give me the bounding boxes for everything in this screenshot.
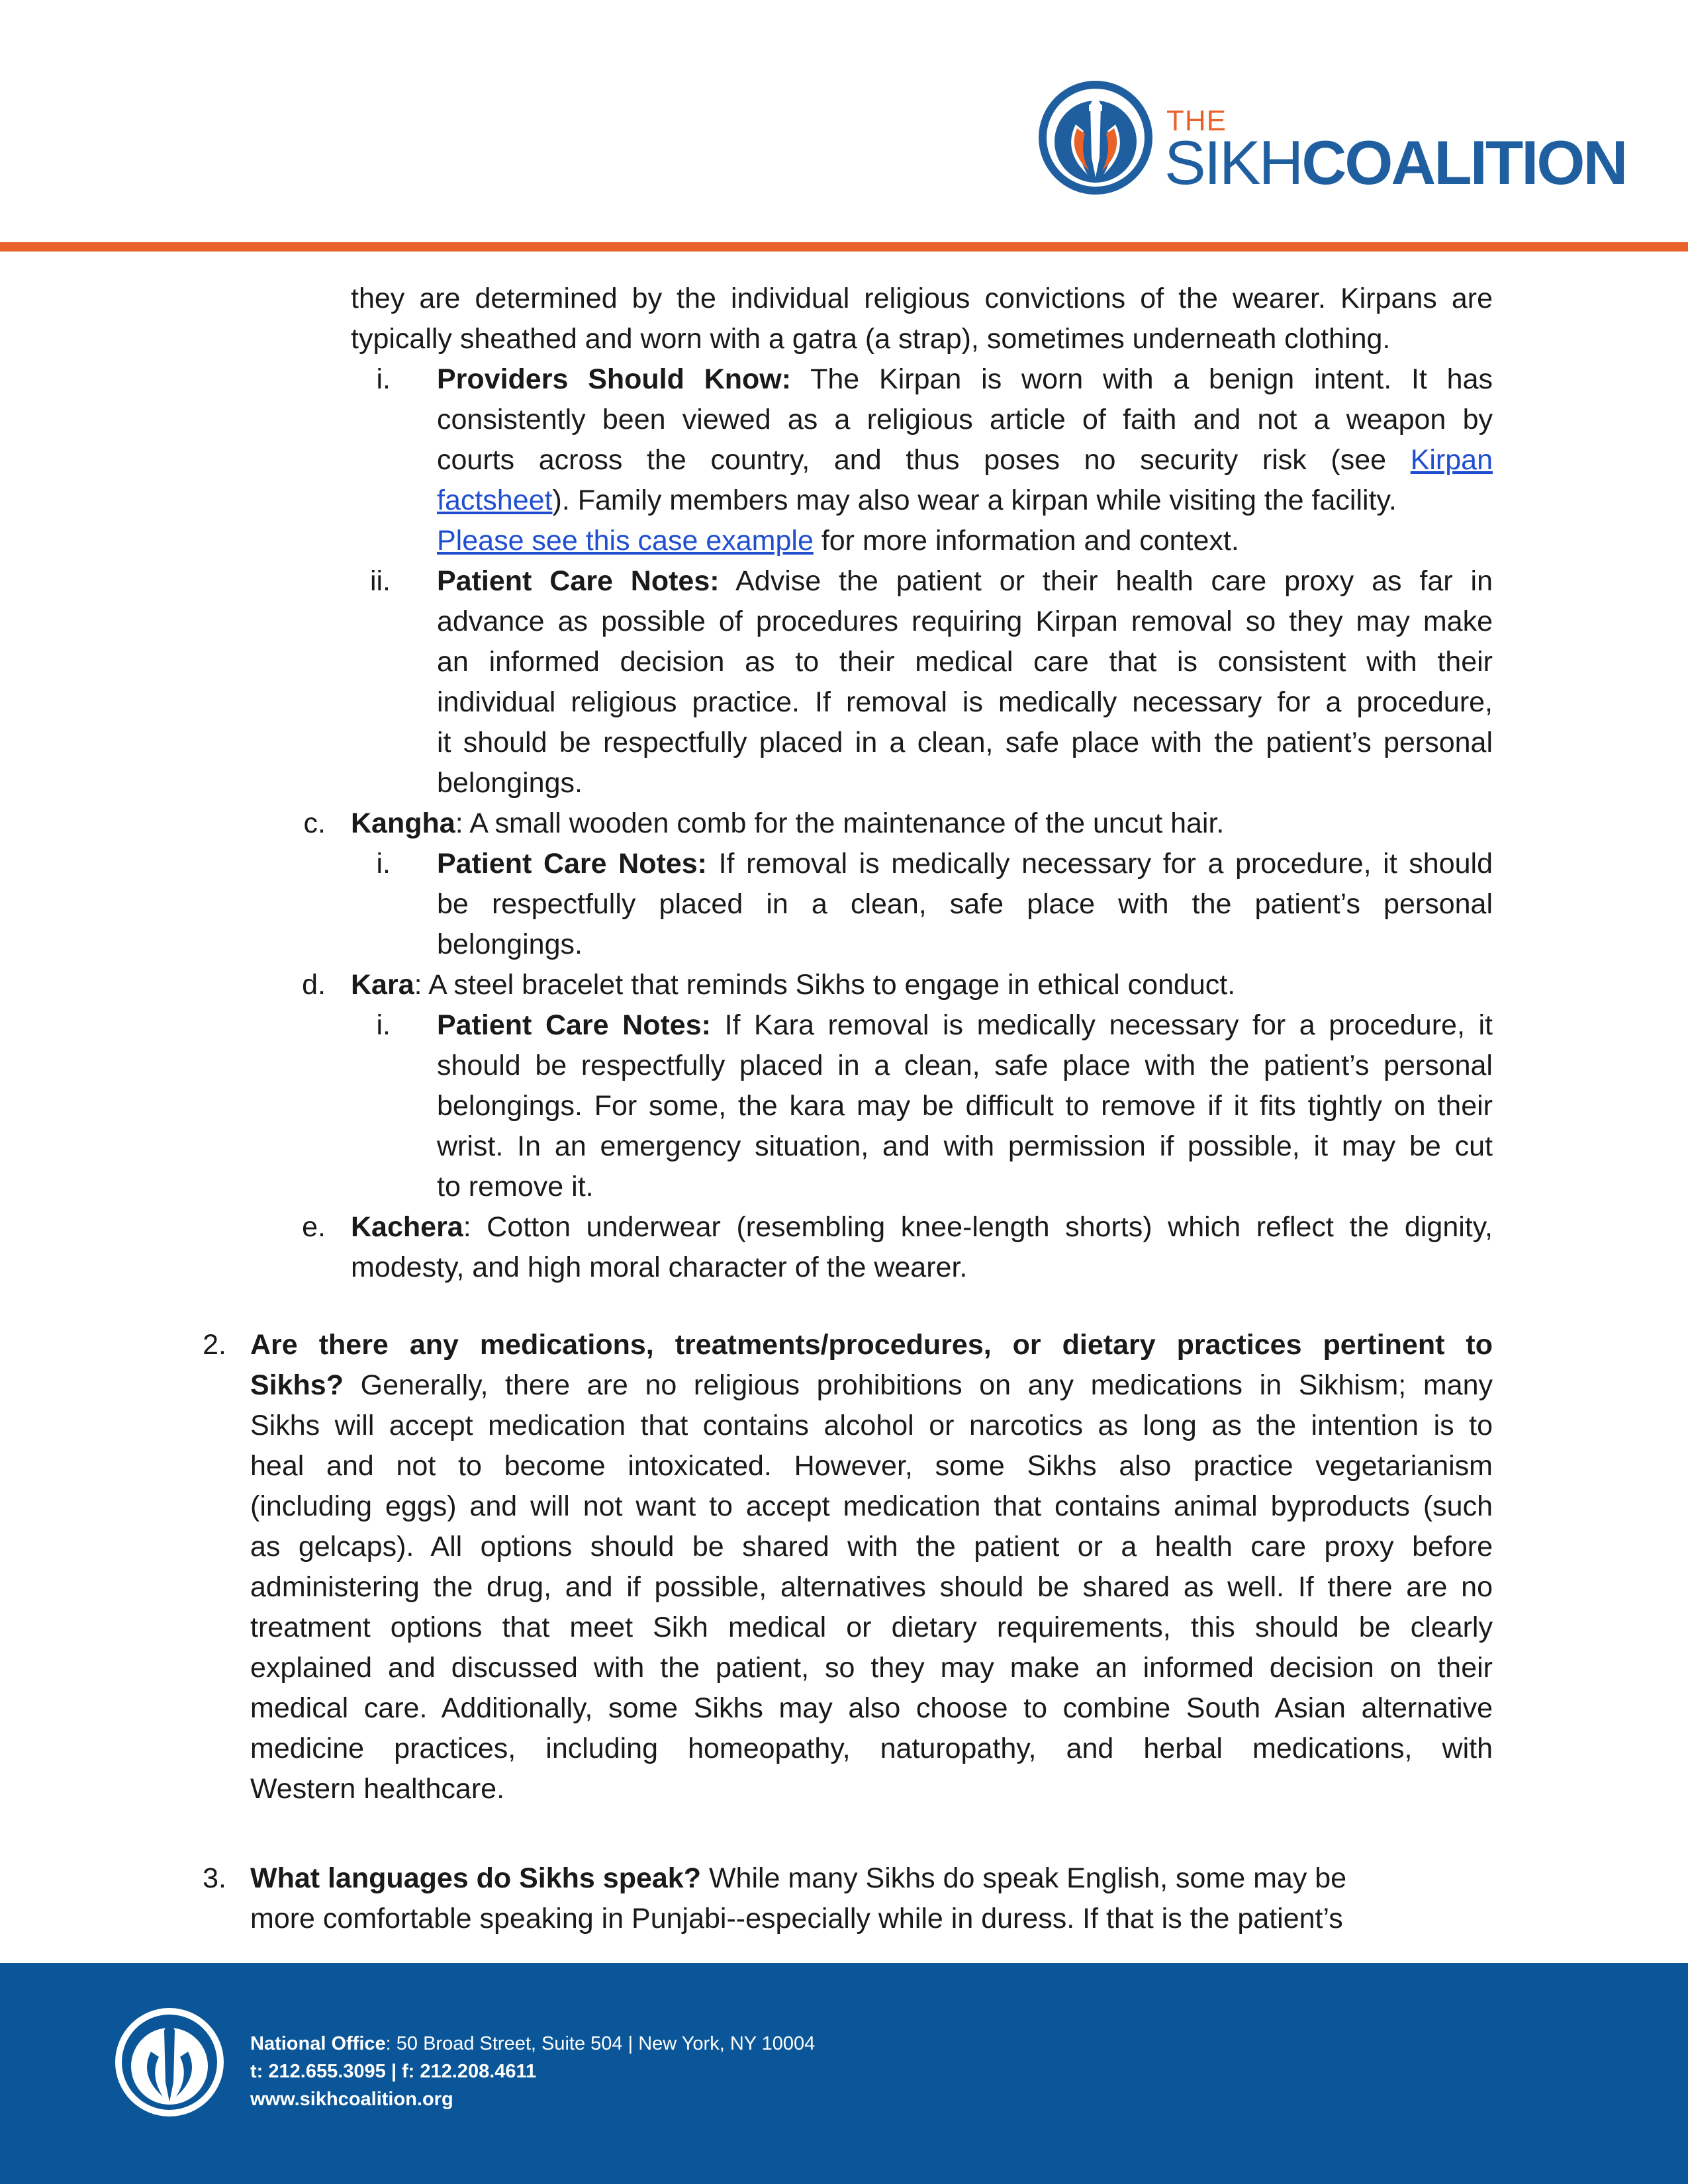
body-line: more comfortable speaking in Punjabi--especially while in duress. If that is the patient’s <box>250 1903 1343 1934</box>
body-line: advance as possible of procedures requiring Kirpan removal so they may make <box>437 606 1493 637</box>
national-office-label: National Office <box>250 2033 386 2054</box>
list-marker: 2. <box>203 1329 226 1361</box>
body-line: Kachera: Cotton underwear (resembling knee-length shorts) which reflect the dignity, <box>351 1211 1493 1243</box>
body-line: medical care. Additionally, some Sikhs may also choose to combine South Asian alternative <box>250 1692 1493 1724</box>
body-line: individual religious practice. If removal is medically necessary for a procedure, <box>437 686 1493 718</box>
list-marker: e. <box>302 1211 326 1243</box>
list-marker: ii. <box>369 565 391 597</box>
body-line: factsheet). Family members may also wear a kirpan while visiting the facility. <box>437 484 1397 516</box>
body-line: Western healthcare. <box>250 1773 505 1805</box>
footer-phone: t: 212.655.3095 | f: 212.208.4611 <box>250 2061 537 2082</box>
case-example-link[interactable]: Please see this case example <box>437 525 814 557</box>
kara-term: Kara <box>351 969 414 1001</box>
body-line: heal and not to become intoxicated. However, some Sikhs also practice vegetarianism <box>250 1450 1493 1482</box>
list-marker: i. <box>376 1009 391 1041</box>
patient-care-notes-label: Patient Care Notes: <box>437 1009 711 1041</box>
logo-sikh-text: SIKH <box>1164 128 1302 197</box>
body-line: wrist. In an emergency situation, and with permission if possible, it may be cut <box>437 1130 1493 1162</box>
list-marker: i. <box>376 363 391 395</box>
list-marker: i. <box>376 848 391 880</box>
body-line: Please see this case example for more information and context. <box>437 525 1239 557</box>
body-line: should be respectfully placed in a clean, safe place with the patient’s personal <box>437 1050 1493 1081</box>
body-line: modesty, and high moral character of the wearer. <box>351 1251 968 1283</box>
body-line: belongings. For some, the kara may be difficult to remove if it fits tightly on their <box>437 1090 1493 1122</box>
question-title: What languages do Sikhs speak? While many Sikhs do speak English, some may be <box>250 1862 1347 1894</box>
body-line: administering the drug, and if possible, alternatives should be shared as well. If there are no <box>250 1571 1493 1603</box>
providers-should-know-label: Providers Should Know: <box>437 363 792 395</box>
body-line: Kangha: A small wooden comb for the maintenance of the uncut hair. <box>351 807 1225 839</box>
khanda-emblem-icon <box>113 2005 226 2119</box>
patient-care-notes-label: Patient Care Notes: <box>437 565 720 597</box>
question-title: Are there any medications, treatments/procedures, or dietary practices pertinent to <box>250 1329 1493 1361</box>
body-line: Patient Care Notes: If Kara removal is medically necessary for a procedure, it <box>437 1009 1493 1041</box>
body-line: Sikhs? Generally, there are no religious prohibitions on any medications in Sikhism; many <box>250 1369 1493 1401</box>
footer-address: National Office: 50 Broad Street, Suite 504 | New York, NY 10004 <box>250 2033 816 2054</box>
body-line: treatment options that meet Sikh medical or dietary requirements, this should be clearly <box>250 1612 1493 1643</box>
kangha-term: Kangha <box>351 807 455 839</box>
body-line: be respectfully placed in a clean, safe place with the patient’s personal <box>437 888 1493 920</box>
logo-coalition-text: COALITION <box>1301 128 1626 197</box>
body-line: Providers Should Know: The Kirpan is worn with a benign intent. It has <box>437 363 1493 395</box>
footer <box>0 1963 1688 2184</box>
khanda-emblem-icon <box>1036 78 1155 197</box>
logo-name-text <box>1164 127 1626 199</box>
body-line: Patient Care Notes: Advise the patient or their health care proxy as far in <box>437 565 1493 597</box>
body-line: Sikhs will accept medication that contains alcohol or narcotics as long as the intention is to <box>250 1410 1493 1441</box>
body-line: to remove it. <box>437 1171 594 1203</box>
list-marker: c. <box>303 807 326 839</box>
kachera-term: Kachera <box>351 1211 463 1243</box>
body-line: they are determined by the individual religious convictions of the wearer. Kirpans are <box>351 283 1493 314</box>
header-divider <box>0 242 1688 251</box>
patient-care-notes-label: Patient Care Notes: <box>437 848 707 880</box>
list-marker: d. <box>302 969 326 1001</box>
footer-website-link[interactable]: www.sikhcoalition.org <box>250 2089 453 2110</box>
body-line: it should be respectfully placed in a clean, safe place with the patient’s personal <box>437 727 1493 758</box>
body-line: Kara: A steel bracelet that reminds Sikhs to engage in ethical conduct. <box>351 969 1236 1001</box>
list-marker: 3. <box>203 1862 226 1894</box>
logo-the-text: THE <box>1166 105 1227 137</box>
body-line: Patient Care Notes: If removal is medically necessary for a procedure, it should <box>437 848 1493 880</box>
body-line: belongings. <box>437 767 583 799</box>
kirpan-factsheet-link[interactable]: factsheet <box>437 484 553 516</box>
body-line: belongings. <box>437 929 583 960</box>
body-line: courts across the country, and thus poses no security risk (see Kirpan <box>437 444 1493 476</box>
body-line: explained and discussed with the patient, so they may make an informed decision on their <box>250 1652 1493 1684</box>
body-line: typically sheathed and worn with a gatra (a strap), sometimes underneath clothing. <box>351 323 1391 355</box>
body-line: (including eggs) and will not want to accept medication that contains animal byproducts (such <box>250 1490 1493 1522</box>
body-line: as gelcaps). All options should be shared with the patient or a health care proxy before <box>250 1531 1493 1563</box>
body-line: medicine practices, including homeopathy, naturopathy, and herbal medications, with <box>250 1733 1493 1764</box>
kirpan-factsheet-link[interactable]: Kirpan <box>1410 444 1493 476</box>
body-line: an informed decision as to their medical care that is consistent with their <box>437 646 1493 678</box>
body-line: consistently been viewed as a religious article of faith and not a weapon by <box>437 404 1493 435</box>
sikh-coalition-logo <box>1036 78 1626 197</box>
